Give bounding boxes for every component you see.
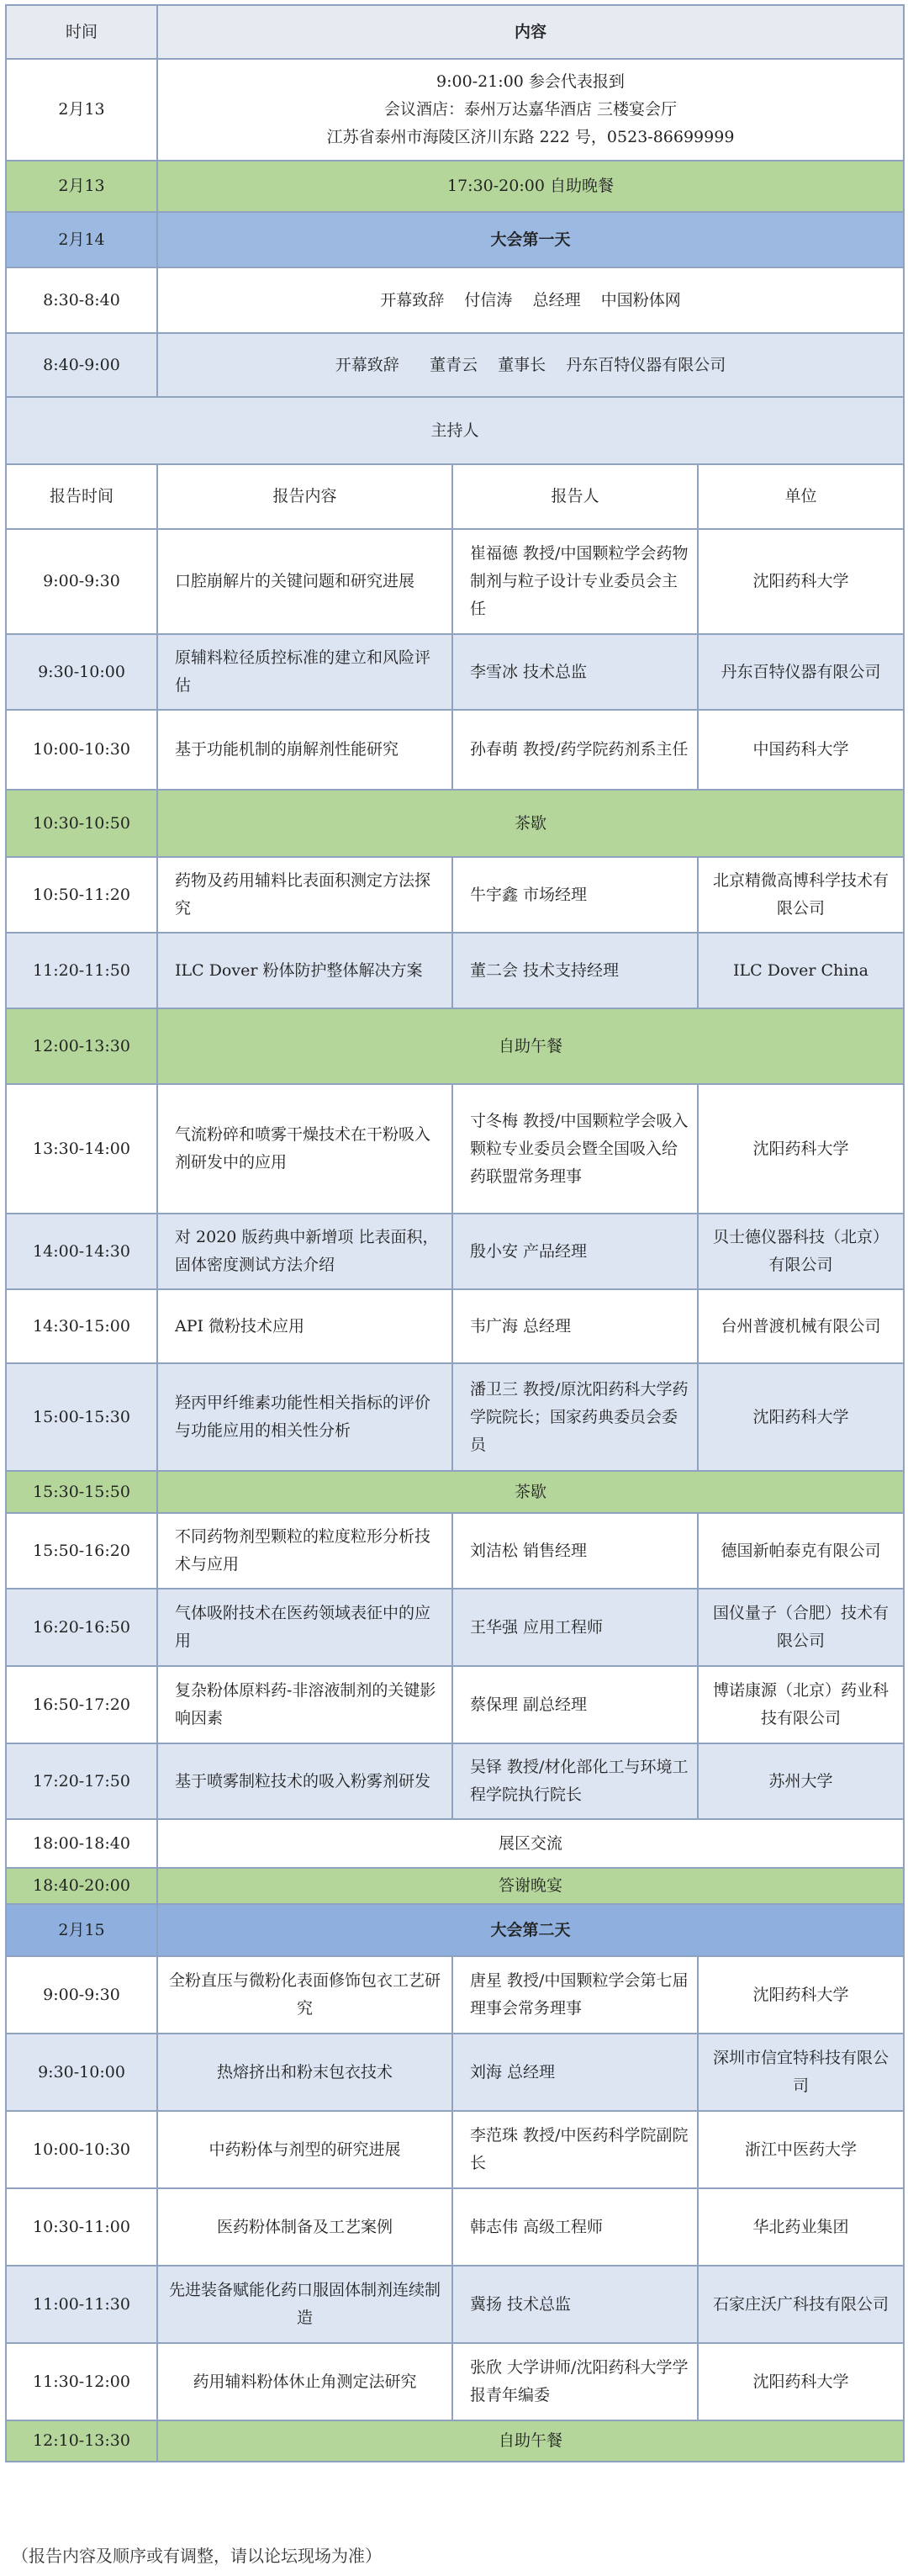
talk-unit: 石家庄沃广科技有限公司	[698, 2266, 904, 2343]
registration-date: 2月13	[6, 59, 157, 161]
talk-topic: 药物及药用辅料比表面积测定方法探究	[157, 857, 452, 933]
talk-topic: 原辅料粒径质控标准的建立和风险评估	[157, 634, 452, 710]
talk-speaker: 孙春萌 教授/药学院药剂系主任	[452, 710, 698, 790]
talk-speaker: 蔡保理 副总经理	[452, 1666, 698, 1743]
talk-speaker: 唐星 教授/中国颗粒学会第七届理事会常务理事	[452, 1956, 698, 2034]
opening-1-time: 8:30-8:40	[6, 267, 157, 333]
talk-topic: 不同药物剂型颗粒的粒度粒形分析技术与应用	[157, 1513, 452, 1589]
talk-topic: 基于功能机制的崩解剂性能研究	[157, 710, 452, 790]
talk-row	[6, 1743, 904, 1819]
lunch-text: 自助午餐	[157, 2420, 904, 2462]
host-row	[6, 397, 904, 464]
registration-row	[6, 59, 904, 161]
header-content: 内容	[157, 5, 904, 59]
talk-topic: ILC Dover 粉体防护整体解决方案	[157, 933, 452, 1008]
talk-topic: 医药粉体制备及工艺案例	[157, 2188, 452, 2266]
footnote: （报告内容及顺序或有调整，请以论坛现场为准）	[12, 2546, 382, 2566]
talk-topic: 气体吸附技术在医药领域表征中的应用	[157, 1589, 452, 1666]
talk-time: 9:00-9:30	[6, 529, 157, 634]
talk-time: 10:00-10:30	[6, 710, 157, 790]
talk-unit: 中国药科大学	[698, 710, 904, 790]
header-row	[6, 5, 904, 59]
talk-speaker: 潘卫三 教授/原沈阳药科大学药学院院长；国家药典委员会委员	[452, 1363, 698, 1471]
talk-unit: 贝士德仪器科技（北京）有限公司	[698, 1214, 904, 1289]
expo-text: 展区交流	[157, 1819, 904, 1868]
day1-date: 2月14	[6, 212, 157, 267]
day2-row	[6, 1904, 904, 1956]
column-header-row	[6, 464, 904, 529]
opening-2-text: 开幕致辞 董青云 董事长 丹东百特仪器有限公司	[157, 333, 904, 397]
talk-time: 17:20-17:50	[6, 1743, 157, 1819]
dinner-text: 答谢晚宴	[157, 1868, 904, 1904]
talk-time: 13:30-14:00	[6, 1084, 157, 1214]
dinner-row	[6, 1868, 904, 1904]
talk-unit: 沈阳药科大学	[698, 2343, 904, 2420]
tea-break-text: 茶歇	[157, 790, 904, 857]
col-topic: 报告内容	[157, 464, 452, 529]
buffet-dinner-row	[6, 161, 904, 212]
talk-time: 15:50-16:20	[6, 1513, 157, 1589]
opening-1-text: 开幕致辞 付信涛 总经理 中国粉体网	[157, 267, 904, 333]
talk-topic: 羟丙甲纤维素功能性相关指标的评价与功能应用的相关性分析	[157, 1363, 452, 1471]
talk-time: 10:50-11:20	[6, 857, 157, 933]
day1-row	[6, 212, 904, 267]
registration-line-1: 9:00-21:00 参会代表报到	[436, 72, 625, 91]
talk-time: 11:00-11:30	[6, 2266, 157, 2343]
talk-topic: 中药粉体与剂型的研究进展	[157, 2111, 452, 2188]
talk-topic: 热熔挤出和粉末包衣技术	[157, 2034, 452, 2111]
host-label: 主持人	[6, 397, 904, 464]
talk-time: 10:00-10:30	[6, 2111, 157, 2188]
talk-speaker: 寸冬梅 教授/中国颗粒学会吸入颗粒专业委员会暨全国吸入给药联盟常务理事	[452, 1084, 698, 1214]
talk-row	[6, 2188, 904, 2266]
talk-unit: 北京精微高博科学技术有限公司	[698, 857, 904, 933]
talk-speaker: 刘洁松 销售经理	[452, 1513, 698, 1589]
talk-row	[6, 2343, 904, 2420]
buffet-dinner-date: 2月13	[6, 161, 157, 212]
talk-row	[6, 1956, 904, 2034]
talk-row	[6, 2111, 904, 2188]
talk-row	[6, 857, 904, 933]
header-time: 时间	[6, 5, 157, 59]
talk-speaker: 冀扬 技术总监	[452, 2266, 698, 2343]
talk-row	[6, 1289, 904, 1363]
talk-topic: 基于喷雾制粒技术的吸入粉雾剂研发	[157, 1743, 452, 1819]
talk-speaker: 崔福德 教授/中国颗粒学会药物制剂与粒子设计专业委员会主任	[452, 529, 698, 634]
day2-date: 2月15	[6, 1904, 157, 1956]
talk-row	[6, 933, 904, 1008]
opening-speech-2-row	[6, 333, 904, 397]
talk-time: 16:20-16:50	[6, 1589, 157, 1666]
talk-time: 11:30-12:00	[6, 2343, 157, 2420]
opening-speech-1-row	[6, 267, 904, 333]
talk-unit: 丹东百特仪器有限公司	[698, 634, 904, 710]
talk-unit: 华北药业集团	[698, 2188, 904, 2266]
talk-time: 9:30-10:00	[6, 2034, 157, 2111]
talk-unit: 深圳市信宜特科技有限公司	[698, 2034, 904, 2111]
talk-time: 11:20-11:50	[6, 933, 157, 1008]
talk-topic: 先进装备赋能化药口服固体制剂连续制造	[157, 2266, 452, 2343]
day1-title: 大会第一天	[157, 212, 904, 267]
talk-speaker: 董二会 技术支持经理	[452, 933, 698, 1008]
talk-topic: 口腔崩解片的关键问题和研究进展	[157, 529, 452, 634]
talk-unit: 沈阳药科大学	[698, 529, 904, 634]
talk-speaker: 殷小安 产品经理	[452, 1214, 698, 1289]
lunch-row	[6, 2420, 904, 2462]
col-time: 报告时间	[6, 464, 157, 529]
tea-break-text: 茶歇	[157, 1471, 904, 1513]
talk-unit: 沈阳药科大学	[698, 1956, 904, 2034]
tea-break-time: 15:30-15:50	[6, 1471, 157, 1513]
opening-2-time: 8:40-9:00	[6, 333, 157, 397]
day2-title: 大会第二天	[157, 1904, 904, 1956]
col-unit: 单位	[698, 464, 904, 529]
tea-break-row	[6, 790, 904, 857]
talk-speaker: 牛宇鑫 市场经理	[452, 857, 698, 933]
talk-unit: 苏州大学	[698, 1743, 904, 1819]
talk-row	[6, 2266, 904, 2343]
talk-time: 9:00-9:30	[6, 1956, 157, 2034]
talk-unit: 国仪量子（合肥）技术有限公司	[698, 1589, 904, 1666]
col-speaker: 报告人	[452, 464, 698, 529]
talk-row	[6, 529, 904, 634]
talk-speaker: 刘海 总经理	[452, 2034, 698, 2111]
talk-topic: API 微粉技术应用	[157, 1289, 452, 1363]
talk-row	[6, 1513, 904, 1589]
talk-speaker: 韦广海 总经理	[452, 1289, 698, 1363]
talk-unit: ILC Dover China	[698, 933, 904, 1008]
talk-row	[6, 1214, 904, 1289]
talk-row	[6, 634, 904, 710]
talk-row	[6, 1666, 904, 1743]
talk-topic: 复杂粉体原料药-非溶液制剂的关键影响因素	[157, 1666, 452, 1743]
talk-time: 14:30-15:00	[6, 1289, 157, 1363]
talk-unit: 博诺康源（北京）药业科技有限公司	[698, 1666, 904, 1743]
lunch-text: 自助午餐	[157, 1008, 904, 1084]
tea-break-time: 10:30-10:50	[6, 790, 157, 857]
talk-time: 15:00-15:30	[6, 1363, 157, 1471]
talk-topic: 全粉直压与微粉化表面修饰包衣工艺研究	[157, 1956, 452, 2034]
talk-row	[6, 1363, 904, 1471]
buffet-dinner-text: 17:30-20:00 自助晚餐	[157, 161, 904, 212]
dinner-time: 18:40-20:00	[6, 1868, 157, 1904]
registration-line-3: 江苏省泰州市海陵区济川东路 222 号，0523-86699999	[326, 128, 735, 146]
registration-line-2: 会议酒店：泰州万达嘉华酒店 三楼宴会厅	[383, 100, 678, 119]
talk-unit: 沈阳药科大学	[698, 1084, 904, 1214]
talk-time: 14:00-14:30	[6, 1214, 157, 1289]
talk-speaker: 王华强 应用工程师	[452, 1589, 698, 1666]
talk-row	[6, 1084, 904, 1214]
talk-unit: 台州普渡机械有限公司	[698, 1289, 904, 1363]
talk-speaker: 张欣 大学讲师/沈阳药科大学学报青年编委	[452, 2343, 698, 2420]
expo-row	[6, 1819, 904, 1868]
schedule-table	[5, 4, 905, 2462]
lunch-time: 12:10-13:30	[6, 2420, 157, 2462]
expo-time: 18:00-18:40	[6, 1819, 157, 1868]
talk-time: 16:50-17:20	[6, 1666, 157, 1743]
talk-row	[6, 2034, 904, 2111]
lunch-row	[6, 1008, 904, 1084]
talk-topic: 气流粉碎和喷雾干燥技术在干粉吸入剂研发中的应用	[157, 1084, 452, 1214]
talk-unit: 德国新帕泰克有限公司	[698, 1513, 904, 1589]
talk-time: 10:30-11:00	[6, 2188, 157, 2266]
talk-speaker: 韩志伟 高级工程师	[452, 2188, 698, 2266]
talk-speaker: 吴铎 教授/材化部化工与环境工程学院执行院长	[452, 1743, 698, 1819]
talk-unit: 浙江中医药大学	[698, 2111, 904, 2188]
lunch-time: 12:00-13:30	[6, 1008, 157, 1084]
tea-break-row	[6, 1471, 904, 1513]
talk-time: 9:30-10:00	[6, 634, 157, 710]
registration-info	[157, 59, 904, 161]
schedule-container	[5, 4, 903, 2462]
talk-row	[6, 1589, 904, 1666]
talk-speaker: 李范珠 教授/中医药科学院副院长	[452, 2111, 698, 2188]
talk-topic: 对 2020 版药典中新增项 比表面积，固体密度测试方法介绍	[157, 1214, 452, 1289]
talk-topic: 药用辅料粉体休止角测定法研究	[157, 2343, 452, 2420]
talk-speaker: 李雪冰 技术总监	[452, 634, 698, 710]
talk-row	[6, 710, 904, 790]
talk-unit: 沈阳药科大学	[698, 1363, 904, 1471]
